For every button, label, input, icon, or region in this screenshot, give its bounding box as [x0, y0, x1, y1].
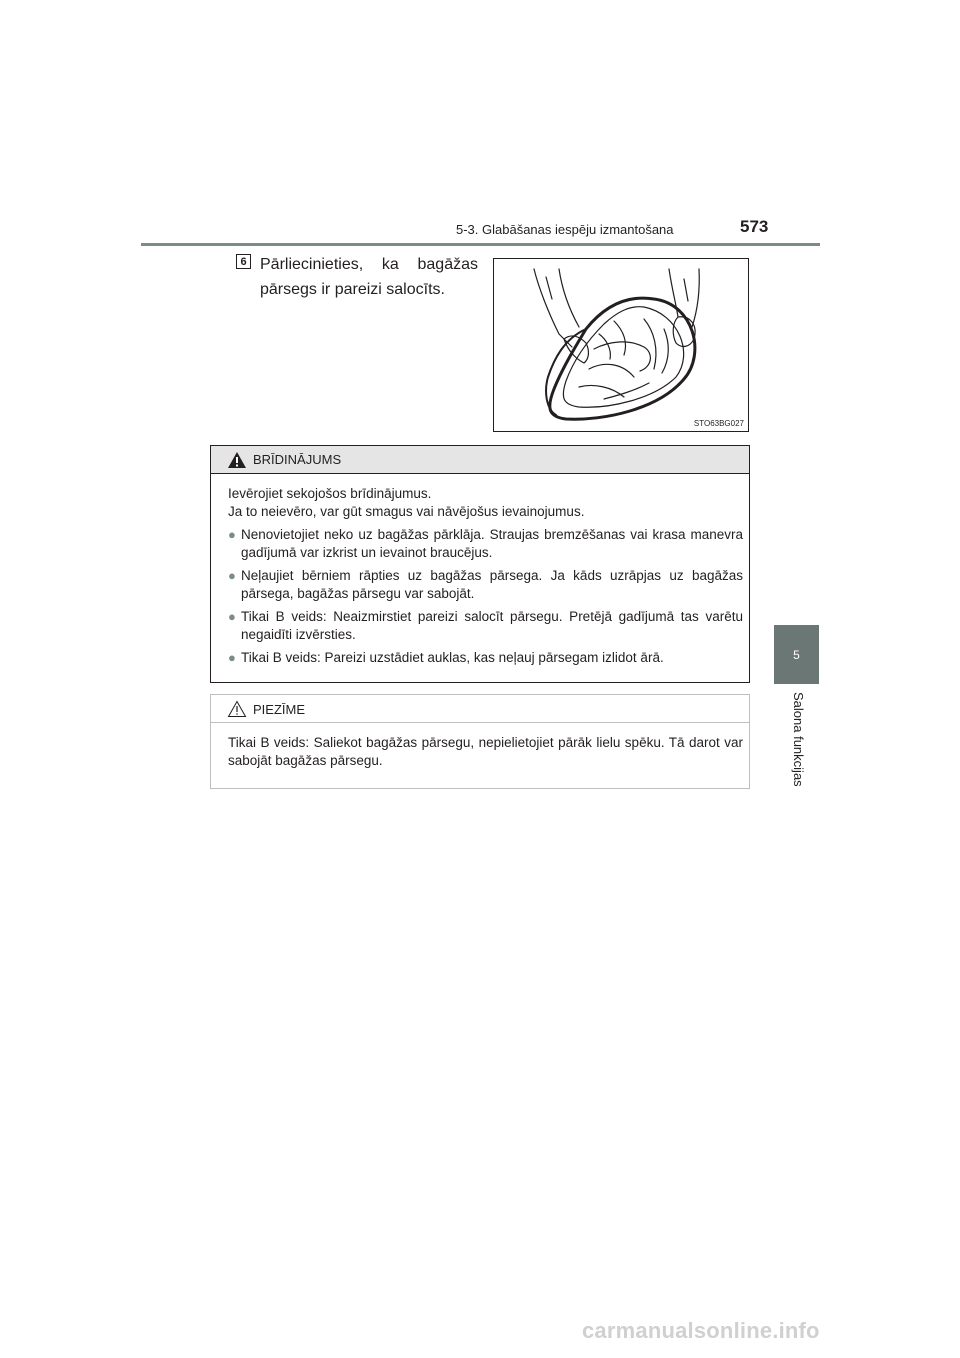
figure-illustration	[493, 258, 749, 432]
warning-body	[211, 474, 749, 667]
figure-code: STO63BG027	[693, 419, 744, 428]
list-item: ● Nenovietojiet neko uz bagāžas pārklāja. Straujas bremzēšanas vai krasa manevra gadījumā var izkrist un ievainot braucējus.	[228, 527, 743, 560]
warning-title: BRĪDINĀJUMS	[253, 452, 342, 467]
list-item: ● Neļaujiet bērniem rāpties uz bagāžas pārsega. Ja kāds uzrāpjas uz bagāžas pārsega, bagāžas pārsegu var sabojāt.	[228, 568, 743, 601]
warning-intro-line2: Ja to neievēro, var gūt smagus vai nāvējošus ievainojumus.	[228, 504, 585, 519]
notice-triangle-icon	[227, 700, 247, 718]
warning-header	[211, 446, 749, 474]
note-header	[211, 695, 749, 723]
warning-list	[228, 526, 743, 667]
watermark: carmanualsonline.info	[582, 1318, 820, 1343]
chapter-tab[interactable]: 5	[774, 625, 819, 684]
bullet-icon: ●	[228, 650, 236, 665]
bullet-icon: ●	[228, 568, 236, 583]
note-title: PIEZĪME	[253, 702, 306, 717]
note-text: Tikai B veids: Saliekot bagāžas pārsegu, nepielietojiet pārāk lielu spēku. Tā darot var sabojāt bagāžas pārsegu.	[228, 735, 743, 768]
list-item: ● Tikai B veids: Neaizmirstiet pareizi salocīt pārsegu. Pretējā gadījumā tas varētu negaidīti izvērsties.	[228, 609, 743, 642]
section-title: 5-3. Glabāšanas iespēju izmantošana	[456, 222, 674, 237]
bullet-icon: ●	[228, 527, 236, 542]
list-item: ● Tikai B veids: Pareizi uzstādiet auklas, kas neļauj pārsegam izlidot ārā.	[228, 650, 664, 665]
header-divider	[141, 243, 820, 246]
chapter-name: Salona funkcijas	[791, 692, 806, 787]
warning-box	[210, 445, 750, 683]
warning-triangle-icon	[227, 451, 247, 469]
bullet-icon: ●	[228, 609, 236, 624]
step-instruction: Pārliecinieties, ka bagāžas pārsegs ir pareizi salocīts.	[260, 256, 478, 298]
step-number-badge: 6	[236, 254, 251, 269]
hands-folding-cover-icon	[494, 259, 748, 431]
page-number: 573	[740, 217, 769, 236]
note-box	[210, 694, 750, 789]
warning-intro-line1: Ievērojiet sekojošos brīdinājumus.	[228, 486, 432, 501]
